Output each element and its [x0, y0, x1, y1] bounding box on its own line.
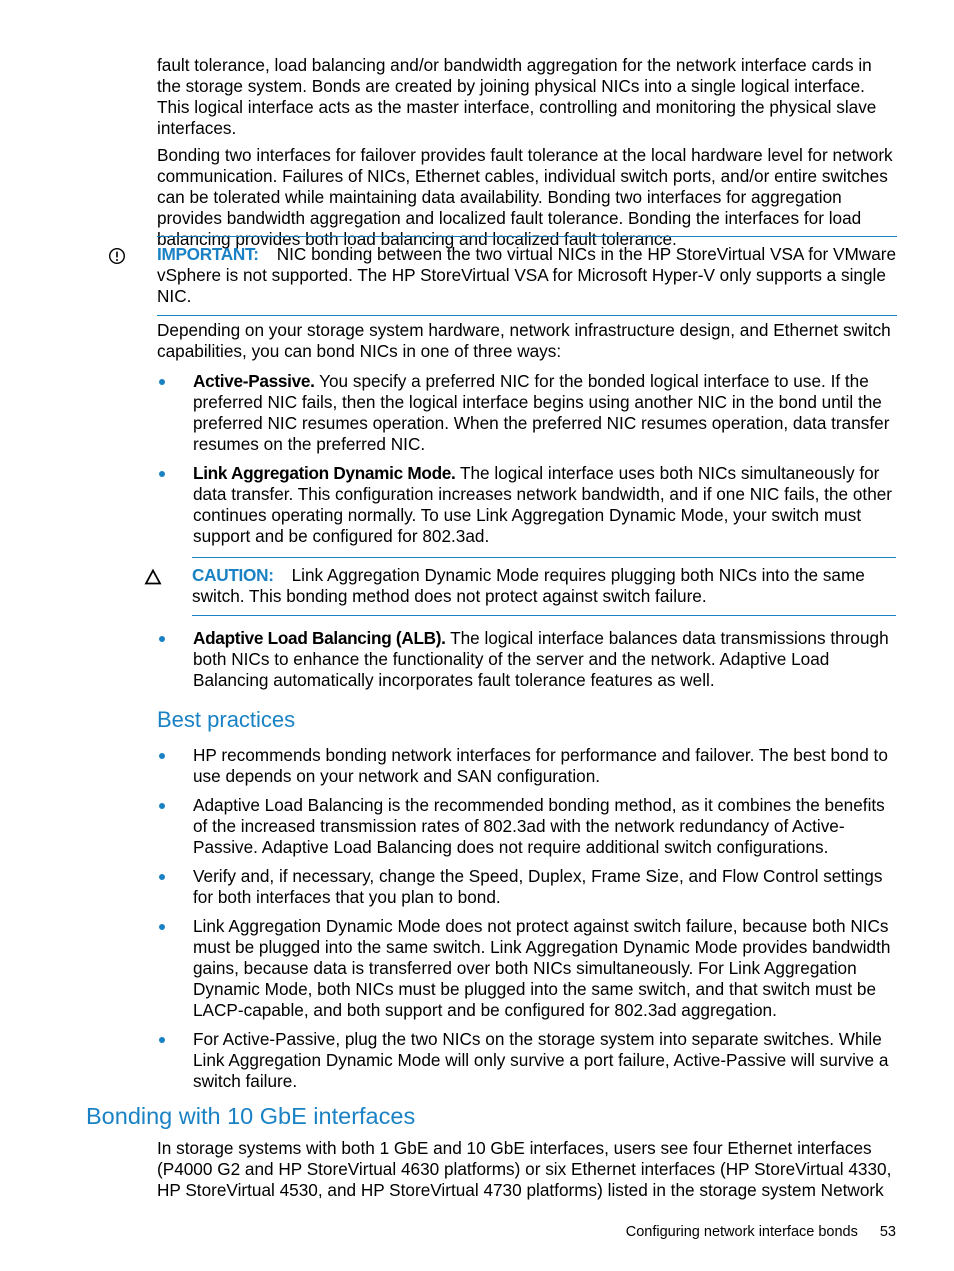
bond-modes-list-continued	[157, 628, 897, 699]
list-item: HP recommends bonding network interfaces for performance and failover. The best bond to use depends on your network and SAN configuration.	[157, 745, 897, 787]
intro-paragraph-1: fault tolerance, load balancing and/or bandwidth aggregation for the network interface cards in the storage system. Bonds are created by joining physical NICs into a single logical interface. This logical interface acts as the master interface, controlling and monitoring the physical slave interfaces.	[157, 55, 877, 138]
important-text: NIC bonding between the two virtual NICs in the HP StoreVirtual VSA for VMware vSphere is not supported. The HP StoreVirtual VSA for Microsoft Hyper-V only supports a single NIC.	[157, 244, 897, 306]
important-label: IMPORTANT:	[157, 244, 259, 264]
best-practices-section	[157, 707, 897, 733]
list-item: Link Aggregation Dynamic Mode does not protect against switch failure, because both NICs must be plugged into the same switch. Link Aggregation Dynamic Mode provides bandwidth gains, because data is transferred over both NICs simultaneously. For Link Aggregation Dynamic Mode, both NICs must be plugged into the same switch, and that switch must be LACP-capable, and both support and be configured for 802.3ad aggregation.	[157, 916, 897, 1021]
exclamation-circle-icon	[108, 247, 126, 265]
list-item	[157, 628, 897, 691]
list-item: Adaptive Load Balancing is the recommended bonding method, as it combines the benefits of the increased transmission rates of 802.3ad with the network redundancy of Active-Passive. Adaptive Load Balancing does not require additional switch configurations.	[157, 795, 897, 858]
caution-notice	[192, 557, 896, 616]
bond-mode-term: Adaptive Load Balancing (ALB).	[193, 628, 446, 648]
list-item: For Active-Passive, plug the two NICs on the storage system into separate switches. While Link Aggregation Dynamic Mode will only survive a port failure, Active-Passive will survive a switch failure.	[157, 1029, 897, 1092]
ways-intro-text: Depending on your storage system hardware, network infrastructure design, and Ethernet switch capabilities, you can bond NICs in one of three ways:	[157, 320, 891, 361]
list-item	[157, 371, 897, 455]
caution-label: CAUTION:	[192, 565, 274, 585]
bond-mode-term: Active-Passive.	[193, 371, 315, 391]
bond-mode-text: The logical interface balances data transmissions through both NICs to enhance the functionality of the server and the network. Adaptive Load Balancing automatically incorporates fault tolerance features as well.	[193, 628, 889, 690]
list-item: Verify and, if necessary, change the Speed, Duplex, Frame Size, and Flow Control settings for both interfaces that you plan to bond.	[157, 866, 897, 908]
warning-triangle-icon	[144, 568, 162, 586]
best-practices-list	[157, 745, 897, 1100]
bond-modes-list	[157, 371, 897, 555]
intro-section	[157, 55, 897, 250]
caution-text: Link Aggregation Dynamic Mode requires plugging both NICs into the same switch. This bonding method does not protect against switch failure.	[192, 565, 865, 606]
best-practices-heading: Best practices	[157, 707, 296, 732]
intro-paragraph-2: Bonding two interfaces for failover provides fault tolerance at the local hardware level for network communication. Failures of NICs, Ethernet cables, individual switch ports, and/or entire switches can be tolerated while maintaining data availability. Bonding two interfaces for aggregation provides bandwidth aggregation and localized fault tolerance. Bonding the interfaces for load balancing provides both load balancing and localized fault tolerance.	[157, 145, 893, 249]
gbe-heading: Bonding with 10 GbE interfaces	[86, 1103, 416, 1129]
footer-title: Configuring network interface bonds	[625, 1224, 858, 1240]
bond-mode-term: Link Aggregation Dynamic Mode.	[193, 463, 456, 483]
gbe-section-title	[86, 1102, 896, 1130]
list-item	[157, 463, 897, 547]
gbe-section-body	[157, 1138, 897, 1201]
bond-mode-text: The logical interface uses both NICs simultaneously for data transfer. This configuration increases network bandwidth, and if one NIC fails, the other continues operating normally. To use Link Aggregation Dynamic Mode, your switch must support and be configured for 802.3ad.	[193, 463, 893, 546]
gbe-text: In storage systems with both 1 GbE and 10 GbE interfaces, users see four Ethernet interfaces (P4000 G2 and HP StoreVirtual 4630 platforms) or six Ethernet interfaces (HP StoreVirtual 4330, HP StoreVirtual 4530, and HP StoreVirtual 4730 platforms) listed in the storage system Network	[157, 1138, 892, 1200]
page-footer	[626, 1222, 896, 1243]
bonding-ways-intro	[157, 320, 897, 362]
page-number: 53	[879, 1224, 896, 1240]
important-notice	[157, 236, 897, 316]
bond-mode-text: You specify a preferred NIC for the bonded logical interface to use. If the preferred NIC fails, then the logical interface begins using another NIC in the bond until the preferred NIC resumes operation. When the preferred NIC resumes operation, data transfer resumes on the preferred NIC.	[193, 371, 890, 454]
